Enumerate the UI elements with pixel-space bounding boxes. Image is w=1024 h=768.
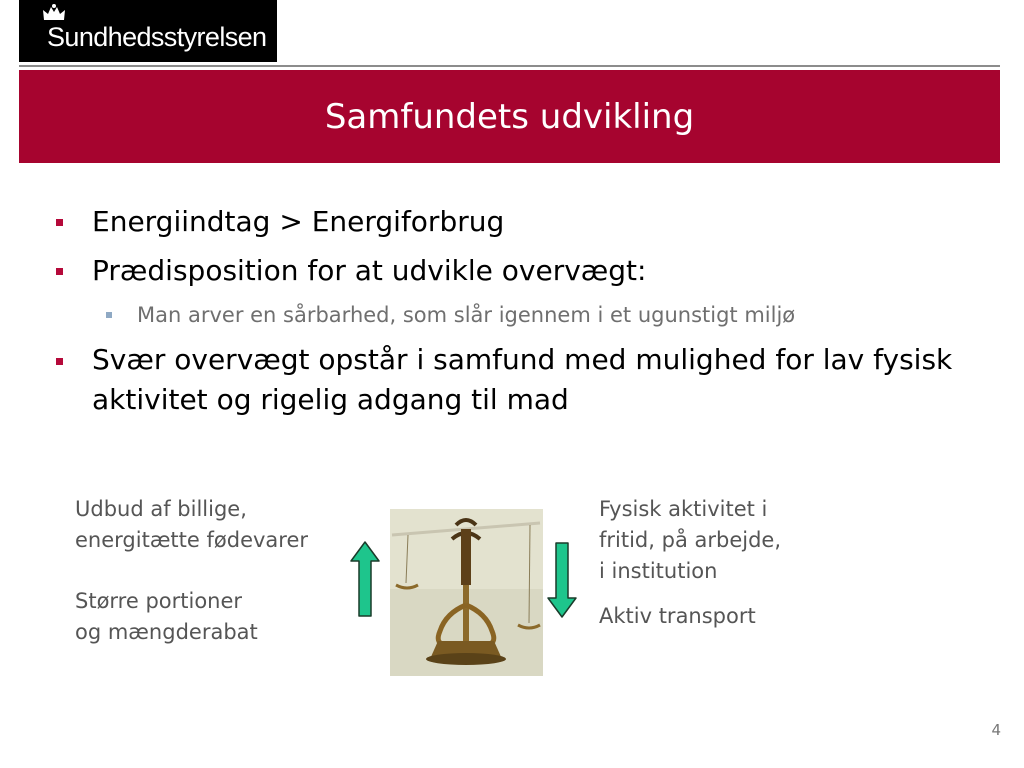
bullet-list (56, 201, 956, 428)
left-text-line: Større portioner (75, 589, 243, 613)
crown-icon (41, 3, 67, 23)
bullet-marker (56, 219, 63, 226)
slide-title: Samfundets udvikling (324, 97, 695, 137)
bullet-item (56, 250, 956, 291)
arrow-up-icon (349, 540, 381, 618)
right-text-line: Aktiv transport (599, 604, 756, 628)
right-text-line: fritid, på arbejde, (599, 528, 781, 552)
right-text-line: Fysisk aktivitet i (599, 497, 768, 521)
bullet-marker (56, 358, 63, 365)
bullet-item (56, 201, 956, 242)
sub-bullet-text: Man arver en sårbarhed, som slår igennem i et ugunstigt miljø (137, 303, 796, 327)
bullet-text: Svær overvægt opstår i samfund med mulighed for lav fysisk aktivitet og rigelig adgang til mad (92, 343, 953, 416)
left-text-line: Udbud af billige, (75, 497, 247, 521)
header-divider (19, 65, 1000, 67)
page-number: 4 (991, 721, 1001, 739)
arrow-down-icon (546, 541, 578, 619)
title-band (19, 70, 1000, 163)
logo (19, 0, 277, 62)
left-text-line: og mængderabat (75, 620, 258, 644)
bullet-text: Energiindtag > Energiforbrug (92, 205, 505, 238)
bullet-text: Prædisposition for at udvikle overvægt: (92, 254, 647, 287)
sub-bullet-item (56, 297, 956, 333)
bullet-marker (56, 268, 63, 275)
sub-bullet-marker (106, 312, 112, 318)
right-text-line: i institution (599, 559, 718, 583)
balance-scale-image (390, 509, 543, 676)
logo-text: Sundhedsstyrelsen (47, 22, 267, 52)
left-text-line: energitætte fødevarer (75, 528, 309, 552)
bullet-item (56, 340, 956, 420)
